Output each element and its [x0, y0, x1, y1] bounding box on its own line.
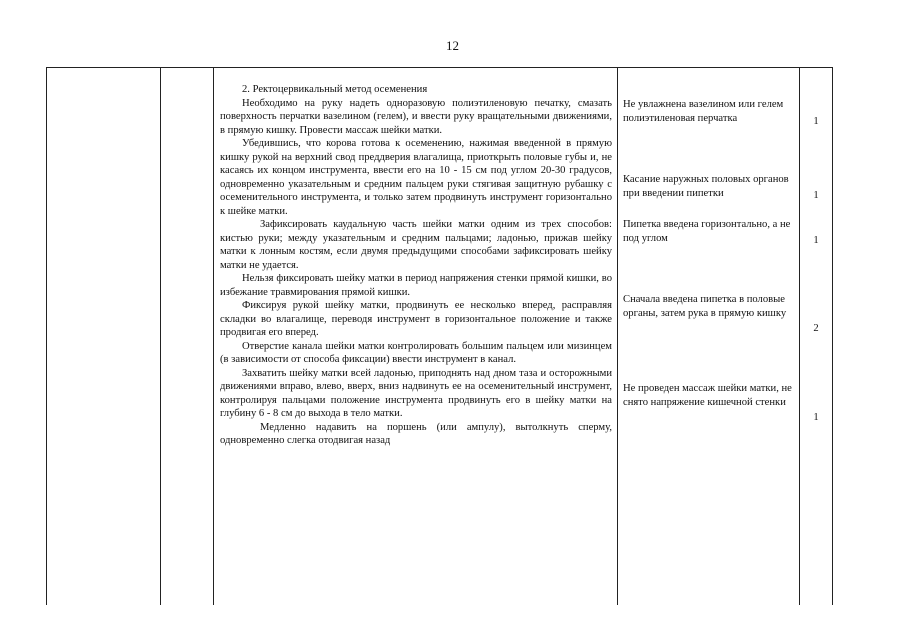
- error-item: Сначала введена пипетка в половые органы, затем рука в прямую кишку: [623, 294, 787, 319]
- empty-column-1: [47, 68, 161, 605]
- procedure-paragraph: Отверстие канала шейки матки контролировать большим пальцем или мизинцем (в зависимости от способа фиксации) ввести инструмент в канал.: [220, 340, 612, 365]
- error-item: Касание наружных половых органов при введении пипетки: [623, 174, 789, 199]
- procedure-heading: 2. Ректоцервикальный метод осеменения: [242, 84, 428, 95]
- score-value: 1: [813, 412, 819, 423]
- score-value: 1: [813, 235, 819, 246]
- procedure-paragraph: Нельзя фиксировать шейку матки в период напряжения стенки прямой кишки, во избежание травмирования прямой кишки.: [220, 273, 612, 298]
- procedure-paragraph: Убедившись, что корова готова к осеменению, нажимая введенной в прямую кишку рукой на верхний свод преддверия влагалища, приоткрыть половые губы и, не касаясь их концом инструмента, ввести его на 10 - 15 см под углом 20-30 градусов, одновременно указательным и средним пальцем руки стягивая защитную рубашку с осеменительного инструмента, и только затем продвинуть инструмент горизонтально к шейке матки.: [220, 138, 612, 217]
- procedure-paragraph: Захватить шейку матки всей ладонью, приподнять над дном таза и осторожными движениями вправо, влево, вверх, вниз надвинуть ее на осеменительный инструмент, контролируя пальцами положение инструмента продвинуть его в шейку матки на глубину 6 - 8 см до выхода в тело матки.: [220, 367, 612, 419]
- errors-column: [618, 68, 800, 605]
- procedure-paragraph: Фиксируя рукой шейку матки, продвинуть ее несколько вперед, расправляя складки во влагалище, переводя инструмент в горизонтальное положение и также продвигая его вперед.: [220, 300, 612, 338]
- empty-column-2: [161, 68, 214, 605]
- error-item: Не увлажнена вазелином или гелем полиэтиленовая перчатка: [623, 99, 784, 124]
- assessment-table: [46, 67, 833, 605]
- procedure-text: [220, 83, 612, 448]
- score-value: 1: [813, 116, 819, 127]
- error-item: Не проведен массаж шейки матки, не снято напряжение кишечной стенки: [623, 383, 792, 408]
- scores-column: [800, 68, 832, 605]
- procedure-paragraph: Необходимо на руку надеть одноразовую полиэтиленовую печатку, смазать поверхность перчатки вазелином (гелем), и ввести руку вращательными движениями, в прямую кишку. Провести массаж шейки матки.: [220, 97, 612, 136]
- procedure-column: [214, 68, 618, 605]
- score-value: 1: [813, 190, 819, 201]
- procedure-paragraph: Медленно надавить на поршень (или ампулу), вытолкнуть сперму, одновременно слегка отодвигая назад: [220, 421, 612, 446]
- error-item: Пипетка введена горизонтально, а не под углом: [623, 219, 791, 244]
- score-value: 2: [813, 323, 819, 334]
- procedure-paragraph: Зафиксировать каудальную часть шейки матки одним из трех способов: кистью руки; между указательным и средним пальцами; ладонью, прижав шейку матки к лонным костям, если двумя предыдущими способами зафиксировать шейку матки не удается.: [220, 219, 612, 271]
- page-number: 12: [446, 38, 459, 53]
